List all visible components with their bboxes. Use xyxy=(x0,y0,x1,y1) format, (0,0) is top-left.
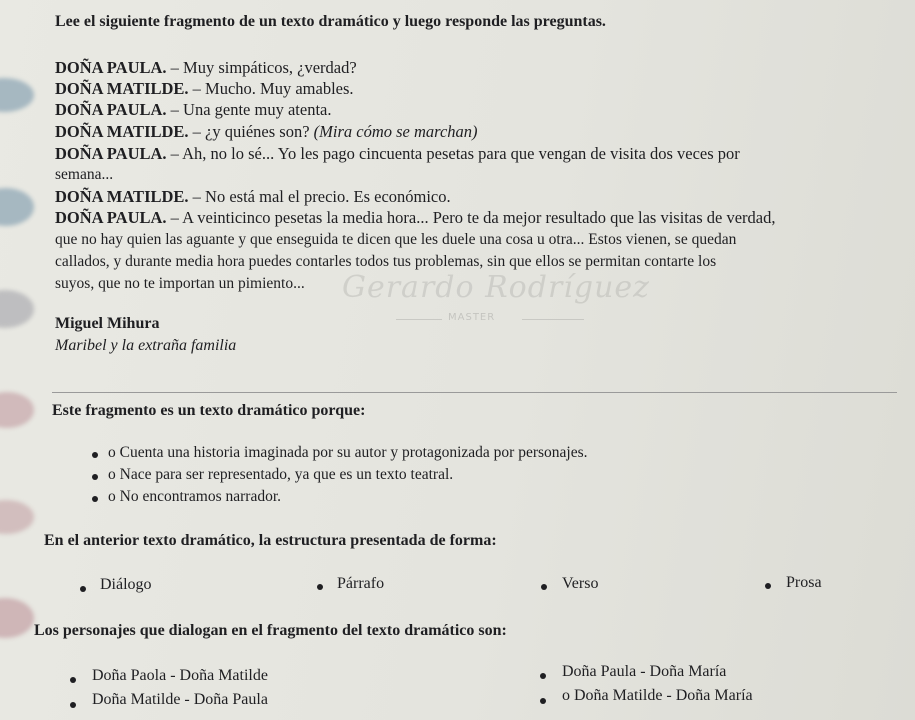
bullet-icon xyxy=(70,702,76,708)
dialogue-continuation: suyos, que no te importan un pimiento... xyxy=(55,275,305,292)
speaker-name: DOÑA PAULA. xyxy=(55,100,167,119)
bullet-icon xyxy=(317,584,323,590)
dialogue-line xyxy=(55,187,451,207)
question-1: Este fragmento es un texto dramático porque: xyxy=(52,402,366,419)
speaker-name: DOÑA PAULA. xyxy=(55,58,167,77)
speaker-name: DOÑA MATILDE. xyxy=(55,187,189,206)
bullet-icon xyxy=(765,583,771,589)
q3-option[interactable]: o Doña Matilde - Doña María xyxy=(562,687,753,704)
left-edge-stain xyxy=(0,188,34,226)
bullet-icon xyxy=(541,584,547,590)
q3-option[interactable]: Doña Paola - Doña Matilde xyxy=(92,667,268,684)
q2-option-verso[interactable]: Verso xyxy=(562,575,599,592)
dialogue-continuation: que no hay quien las aguante y que enseguida te dicen que les duele una cosa u otra... Estos vienen, se quedan xyxy=(55,231,737,248)
watermark-name: Gerardo Rodríguez xyxy=(342,270,650,305)
left-edge-stain xyxy=(0,78,34,112)
watermark-line xyxy=(522,319,584,320)
section-divider xyxy=(52,392,897,393)
work-title: Maribel y la extraña familia xyxy=(55,337,237,354)
dialogue-line xyxy=(55,100,331,120)
dialogue-line xyxy=(55,144,740,164)
dialogue-text: – A veinticinco pesetas la media hora... Pero te da mejor resultado que las visitas de verdad, xyxy=(166,208,776,227)
bullet-icon xyxy=(540,673,546,679)
speaker-name: DOÑA PAULA. xyxy=(55,208,167,227)
dialogue-line xyxy=(55,58,357,78)
bullet-icon xyxy=(92,452,98,458)
speaker-name: DOÑA MATILDE. xyxy=(55,122,189,141)
stage-direction: (Mira cómo se marchan) xyxy=(313,122,478,141)
dialogue-text: – Muy simpáticos, ¿verdad? xyxy=(166,58,357,77)
dialogue-continuation: semana... xyxy=(55,166,114,183)
q3-option[interactable]: Doña Paula - Doña María xyxy=(562,663,727,680)
bullet-icon xyxy=(70,677,76,683)
dialogue-text: – No está mal el precio. Es económico. xyxy=(188,187,451,206)
left-edge-stain xyxy=(0,392,34,428)
q2-option-dialogo[interactable]: Diálogo xyxy=(100,576,152,593)
left-edge-stain xyxy=(0,500,34,534)
dialogue-text: – ¿y quiénes son? xyxy=(188,122,314,141)
q1-option[interactable]: o Cuenta una historia imaginada por su autor y protagonizada por personajes. xyxy=(108,444,588,461)
question-3: Los personajes que dialogan en el fragmento del texto dramático son: xyxy=(34,622,507,639)
bullet-icon xyxy=(540,698,546,704)
instruction-heading: Lee el siguiente fragmento de un texto dramático y luego responde las preguntas. xyxy=(55,13,606,30)
q3-option[interactable]: Doña Matilde - Doña Paula xyxy=(92,691,268,708)
bullet-icon xyxy=(80,586,86,592)
dialogue-text: – Ah, no lo sé... Yo les pago cincuenta pesetas para que vengan de visita dos veces por xyxy=(166,144,740,163)
bullet-icon xyxy=(92,474,98,480)
dialogue-line xyxy=(55,208,775,228)
author-name: Miguel Mihura xyxy=(55,315,160,332)
q1-option[interactable]: o No encontramos narrador. xyxy=(108,488,282,505)
speaker-name: DOÑA PAULA. xyxy=(55,144,167,163)
left-edge-stain xyxy=(0,598,34,638)
left-edge-stain xyxy=(0,290,34,328)
q2-option-parrafo[interactable]: Párrafo xyxy=(337,575,385,592)
q2-option-prosa[interactable]: Prosa xyxy=(786,574,822,591)
speaker-name: DOÑA MATILDE. xyxy=(55,79,189,98)
dialogue-line xyxy=(55,122,478,142)
watermark-subtitle: MASTER xyxy=(448,312,496,323)
dialogue-text: – Una gente muy atenta. xyxy=(166,100,332,119)
q1-option[interactable]: o Nace para ser representado, ya que es un texto teatral. xyxy=(108,466,454,483)
question-2: En el anterior texto dramático, la estructura presentada de forma: xyxy=(44,532,497,549)
watermark-line xyxy=(396,319,442,320)
dialogue-continuation: callados, y durante media hora puedes contarles todos tus problemas, sin que ellos se permitan contarte los xyxy=(55,253,717,270)
bullet-icon xyxy=(92,496,98,502)
dialogue-line xyxy=(55,79,354,99)
dialogue-text: – Mucho. Muy amables. xyxy=(188,79,354,98)
